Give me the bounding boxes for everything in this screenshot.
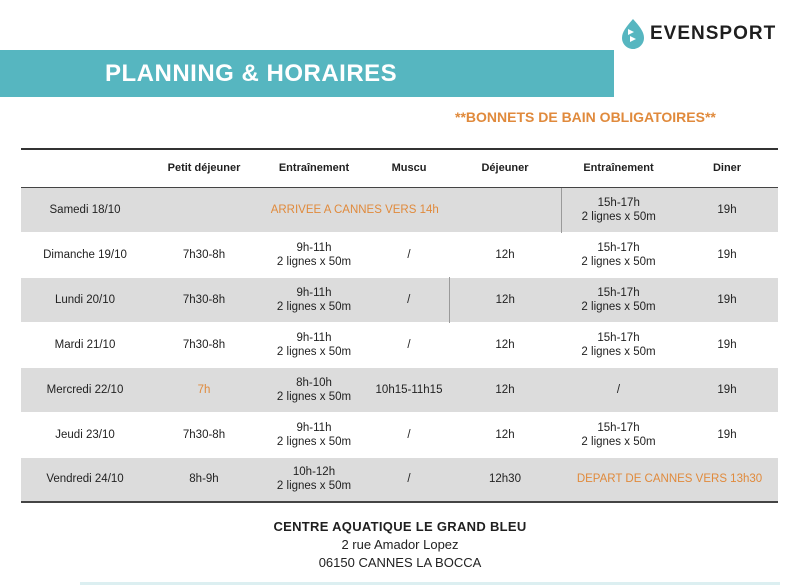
day-cell: Mardi 21/10 (54, 338, 116, 351)
header-day (21, 149, 149, 187)
evensport-drop-logo-icon (620, 18, 646, 50)
header-diner: Diner (676, 149, 778, 187)
muscu-cell: / (407, 248, 411, 261)
diner-cell: 19h (717, 383, 737, 396)
venue-footer (0, 518, 800, 572)
training-lanes: 2 lignes x 50m (276, 480, 352, 493)
arrival-cell: ARRIVEE A CANNES VERS 14h (149, 187, 561, 232)
day-cell: Lundi 20/10 (54, 293, 116, 306)
evensport-logo (620, 18, 776, 50)
title-banner (0, 50, 614, 97)
header-training-afternoon: Entraînement (561, 149, 676, 187)
breakfast-cell: 7h30-8h (182, 248, 226, 261)
training-afternoon-cell (561, 412, 676, 457)
day-cell: Vendredi 24/10 (46, 473, 124, 486)
training-morning-cell (259, 457, 369, 502)
table-row (21, 277, 778, 322)
day-cell: Mercredi 22/10 (46, 383, 124, 396)
muscu-cell: / (407, 473, 411, 486)
diner-cell: 19h (717, 338, 737, 351)
page-title: PLANNING & HORAIRES (105, 60, 398, 87)
lunch-cell: 12h (495, 428, 515, 441)
training-time: / (616, 383, 621, 396)
header-training-morning: Entraînement (259, 149, 369, 187)
training-afternoon-cell (561, 232, 676, 277)
header-lunch: Déjeuner (449, 149, 561, 187)
training-time: 9h-11h (296, 421, 332, 434)
venue-name: CENTRE AQUATIQUE LE GRAND BLEU (273, 519, 527, 534)
muscu-cell: / (407, 338, 411, 351)
diner-cell: 19h (717, 428, 737, 441)
training-time: 15h-17h (597, 241, 640, 254)
training-lanes: 2 lignes x 50m (581, 435, 656, 448)
training-lanes: 2 lignes x 50m (276, 390, 352, 403)
training-time: 10h-12h (292, 466, 336, 479)
day-cell: Samedi 18/10 (49, 203, 121, 216)
breakfast-cell: 7h30-8h (182, 293, 226, 306)
diner-cell: 19h (717, 248, 737, 261)
venue-city: 06150 CANNES LA BOCCA (318, 555, 482, 570)
muscu-cell: 10h15-11h15 (375, 383, 443, 396)
swim-cap-notice: **BONNETS DE BAIN OBLIGATOIRES** (455, 109, 716, 125)
training-time: 8h-10h (296, 376, 332, 389)
lunch-cell: 12h (495, 338, 515, 351)
lunch-cell: 12h (495, 248, 515, 261)
table-row (21, 457, 778, 502)
departure-cell: DEPART DE CANNES VERS 13h30 (576, 473, 763, 486)
training-lanes: 2 lignes x 50m (581, 255, 656, 268)
schedule-table (21, 148, 778, 503)
training-morning-cell (259, 232, 369, 277)
training-morning-cell (259, 277, 369, 322)
training-lanes: 2 lignes x 50m (276, 300, 352, 313)
logo-text: EVENSPORT (650, 23, 777, 44)
breakfast-cell: 8h-9h (189, 473, 219, 486)
training-time: 15h-17h (597, 196, 640, 209)
training-afternoon-cell (561, 322, 676, 367)
table-row (21, 322, 778, 367)
table-row (21, 367, 778, 412)
table-header-row (21, 149, 778, 187)
breakfast-cell: 7h30-8h (182, 428, 226, 441)
table-row (21, 232, 778, 277)
training-lanes: 2 lignes x 50m (581, 345, 656, 358)
table-row (21, 187, 778, 232)
training-lanes: 2 lignes x 50m (276, 345, 352, 358)
day-cell: Dimanche 19/10 (43, 248, 127, 261)
training-time: 15h-17h (597, 421, 640, 434)
training-afternoon-cell (561, 187, 676, 232)
lunch-cell: 12h (495, 383, 515, 396)
breakfast-cell: 7h (197, 383, 211, 396)
lunch-cell: 12h (449, 277, 561, 322)
lunch-cell: 12h30 (489, 473, 521, 486)
diner-cell: 19h (717, 293, 737, 306)
training-afternoon-cell (561, 277, 676, 322)
header-muscu: Muscu (369, 149, 449, 187)
header-breakfast: Petit déjeuner (149, 149, 259, 187)
training-lanes: 2 lignes x 50m (581, 210, 656, 223)
training-afternoon-cell (561, 367, 676, 412)
day-cell: Jeudi 23/10 (55, 428, 115, 441)
breakfast-cell: 7h30-8h (182, 338, 226, 351)
training-time: 15h-17h (597, 286, 640, 299)
training-time: 9h-11h (296, 331, 332, 344)
venue-address: 2 rue Amador Lopez (341, 537, 459, 552)
training-lanes: 2 lignes x 50m (581, 300, 656, 313)
training-morning-cell (259, 412, 369, 457)
training-morning-cell (259, 367, 369, 412)
muscu-cell: / (407, 428, 411, 441)
training-lanes: 2 lignes x 50m (276, 435, 352, 448)
table-row (21, 412, 778, 457)
training-time: 9h-11h (296, 241, 332, 254)
training-morning-cell (259, 322, 369, 367)
training-time: 15h-17h (597, 331, 640, 344)
diner-cell: 19h (717, 203, 737, 216)
training-lanes: 2 lignes x 50m (276, 255, 352, 268)
training-time: 9h-11h (296, 286, 332, 299)
muscu-cell: / (407, 293, 411, 306)
